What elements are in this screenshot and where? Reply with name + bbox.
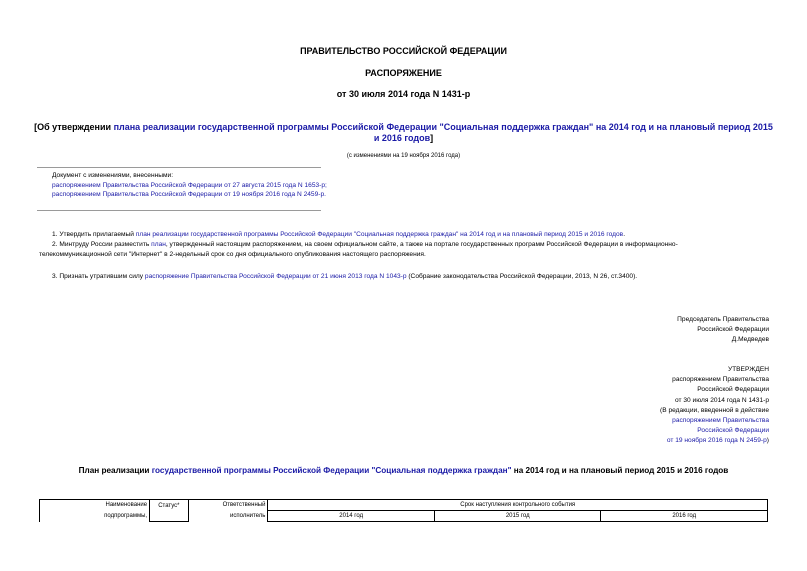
- col-subprogram-header: Наименование: [40, 500, 150, 511]
- table-header-row-1: [40, 500, 768, 511]
- p1-end: .: [623, 231, 626, 238]
- p1-text: 1. Утвердить прилагаемый: [52, 231, 136, 238]
- year-2014-header: 2014 год: [268, 511, 435, 522]
- col-responsible-header-2: исполнитель: [188, 511, 268, 522]
- document-type: РАСПОРЯЖЕНИЕ: [365, 68, 442, 78]
- approved-edition-note: (В редакции, введенной в действие: [660, 406, 769, 414]
- approved-edition-link-2[interactable]: Российской Федерации: [697, 427, 769, 435]
- title-link-line1[interactable]: плана реализации государственной программы Российской Федерации "Социальная поддержка граждан" на 2014 год и на плановый период 2015: [113, 122, 773, 132]
- approved-close: ): [766, 437, 769, 445]
- signature-country: Российской Федерации: [697, 326, 769, 334]
- col-status-header: [150, 500, 189, 522]
- paragraph-1: [52, 230, 625, 240]
- p2-text-line2: телекоммуникационной сети "Интернет" в 2-недельный срок со дня официального опубликования настоящего распоряжения.: [39, 250, 426, 258]
- signature-name: Д.Медведев: [731, 336, 769, 344]
- document-title: [0, 122, 807, 144]
- p3-text: 3. Признать утратившим силу: [52, 273, 145, 280]
- plan-title-post: на 2014 год и на плановый период 2015 и 2016 годов: [511, 466, 729, 475]
- paragraph-2: [39, 240, 768, 259]
- p1-plan-link[interactable]: план реализации государственной программы Российской Федерации "Социальная поддержка граждан" на 2014 год и на плановый период 2015 и 2016 годов: [135, 231, 624, 238]
- approved-label: УТВЕРЖДЕН: [727, 366, 769, 373]
- col-status-label: Статус*: [158, 502, 180, 509]
- signature-block: [677, 315, 769, 346]
- approved-edition-link-3[interactable]: от 19 ноября 2016 года N 2459-р: [666, 437, 767, 445]
- approved-by: распоряжением Правительства: [672, 376, 769, 384]
- table-header-row-2: [40, 511, 768, 522]
- year-2015-header: 2015 год: [434, 511, 601, 522]
- approval-block: [660, 365, 769, 447]
- p2-text-cont: , утвержденный настоящим распоряжением, на своем официальном сайте, а также на портале государственных программ Российской Федерации в информационно-: [165, 241, 678, 248]
- p3-end: (Собрание законодательства Российской Федерации, 2013, N 26, ст.3400).: [406, 273, 638, 280]
- p2-plan-link[interactable]: план: [151, 241, 166, 248]
- approved-date: от 30 июля 2014 года N 1431-р: [674, 396, 769, 404]
- title-open: [Об утверждении: [34, 122, 114, 132]
- changes-top-rule: [37, 167, 321, 168]
- col-deadline-header: Срок наступления контрольного события: [268, 500, 768, 511]
- change-link-2[interactable]: распоряжением Правительства Российской Федерации от 19 ноября 2016 года N 2459-р.: [52, 191, 326, 198]
- p3-order-link[interactable]: распоряжение Правительства Российской Федерации от 21 июня 2013 года N 1043-р: [144, 273, 407, 280]
- amendment-note: (с изменениями на 19 ноября 2016 года): [346, 153, 461, 159]
- p2-text: 2. Минтруду России разместить: [52, 241, 152, 248]
- change-link-1[interactable]: распоряжением Правительства Российской Федерации от 27 августа 2015 года N 1653-р;: [52, 181, 327, 189]
- document-date-number: от 30 июля 2014 года N 1431-р: [336, 89, 471, 99]
- government-heading: ПРАВИТЕЛЬСТВО РОССИЙСКОЙ ФЕДЕРАЦИИ: [300, 46, 507, 56]
- approved-edition-link-1[interactable]: распоряжением Правительства: [672, 417, 769, 425]
- approved-country: Российской Федерации: [697, 386, 769, 394]
- year-2016-header: 2016 год: [601, 511, 768, 522]
- changes-bottom-rule: [37, 210, 321, 211]
- plan-title: [0, 466, 807, 475]
- title-close: ]: [430, 133, 434, 143]
- title-link-line2[interactable]: и 2016 годов: [373, 133, 431, 143]
- changes-heading: Документ с изменениями, внесенными:: [52, 172, 174, 179]
- col-subprogram-header-2: подпрограммы,: [40, 511, 150, 522]
- paragraph-3: [52, 272, 637, 282]
- col-responsible-header: Ответственный: [188, 500, 268, 511]
- signature-position: Председатель Правительства: [677, 316, 769, 323]
- plan-title-pre: План реализации: [78, 466, 152, 475]
- changes-box: [52, 171, 327, 200]
- plan-title-link[interactable]: государственной программы Российской Федерации "Социальная поддержка граждан": [151, 466, 512, 475]
- plan-table: [39, 499, 768, 522]
